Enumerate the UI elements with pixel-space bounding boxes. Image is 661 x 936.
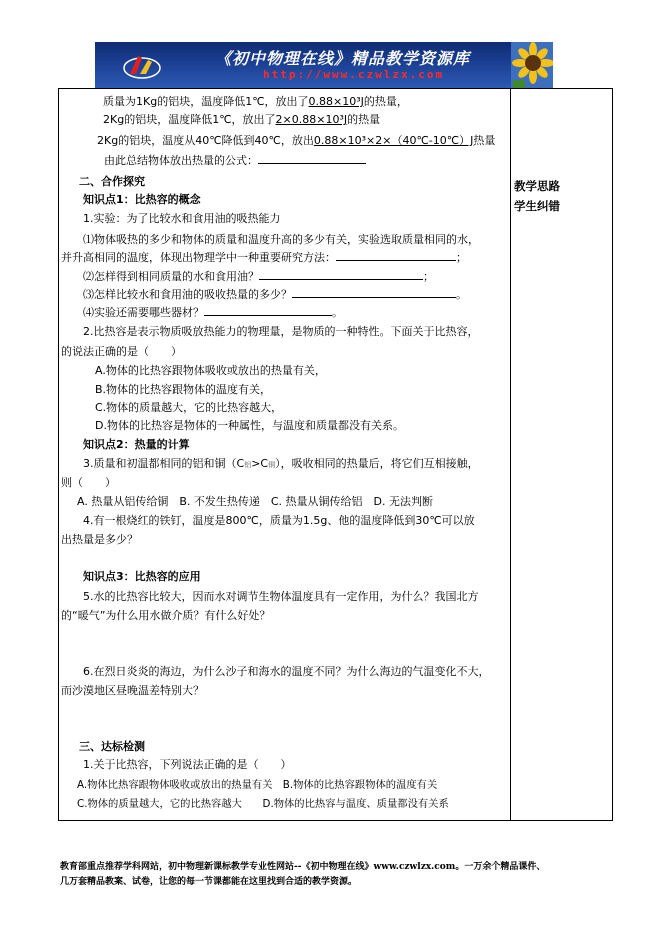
q1-part2: ⑵怎样得到相同质量的水和食用油？ ； [83, 270, 434, 283]
footer-line-2: 几万套精品教案、试卷，让您的每一节课都能在这里找到合适的教学资源。 [60, 877, 358, 887]
q1-part1-a: ⑴物体吸热的多少和物体的质量和温度升高的多少有关，实验选取质量相同的水， [83, 233, 479, 246]
kp1-title: 知识点1：比热容的概念 [83, 193, 201, 206]
answer-blank[interactable] [292, 288, 456, 298]
subscript: 铜 [268, 461, 276, 469]
q5-line-a: 5.水的比热容比较大，因而水对调节生物体温度具有一定作用，为什么？我国北方 [83, 590, 479, 603]
answer-blank[interactable] [259, 270, 423, 280]
site-logo-icon [122, 50, 162, 80]
intro-text: 2Kg的铝块，温度降低1℃，放出了 [103, 113, 276, 126]
banner-title: 《初中物理在线》精品教学资源库 [215, 49, 471, 68]
side-column [511, 176, 611, 216]
intro-text: 热量 [473, 134, 496, 147]
q2-option-c[interactable]: C.物体的质量越大，它的比热容越大， [95, 401, 283, 414]
header-banner [95, 42, 553, 88]
intro-line-4 [104, 154, 366, 168]
intro-line-2 [103, 113, 380, 127]
side-note-correction: 学生纠错 [514, 199, 560, 213]
answer-blank[interactable] [258, 154, 366, 164]
section-2-heading: 二、合作探究 [79, 175, 145, 188]
q2-line-a: 2.比热容是表示物质吸放热能力的物理量，是物质的一种特性。下面关于比热容， [83, 325, 479, 338]
question-text: ⑷实验还需要哪些器材？ [83, 306, 204, 319]
intro-answer: 0.88×10³J [308, 95, 364, 108]
intro-text: 由此总结物体放出热量的公式： [104, 154, 258, 167]
q2-option-a[interactable]: A.物体的比热容跟物体吸收或放出的热量有关， [95, 364, 326, 377]
subscript: 铝 [244, 461, 252, 469]
question-text: ），吸收相同的热量后，将它们互相接触， [275, 457, 479, 470]
question-text: ⑵怎样得到相同质量的水和食用油？ [83, 270, 259, 283]
answer-blank[interactable] [336, 251, 456, 261]
q4-line-a: 4.有一根烧红的铁钉，温度是800℃，质量为1.5g、他的温度降低到30℃可以放 [83, 514, 475, 527]
section-3-heading: 三、达标检测 [79, 740, 145, 753]
page-footer [60, 860, 620, 890]
intro-answer: 0.88×10³×2×（40℃-10℃）J [313, 134, 474, 147]
q2-option-b[interactable]: B.物体的比热容跟物体的温度有关， [95, 383, 272, 396]
banner-url[interactable]: http://www.czwlzx.com [263, 68, 445, 81]
kp2-title: 知识点2：热量的计算 [83, 438, 190, 451]
side-note-teaching: 教学思路 [514, 179, 560, 193]
q6-line-a: 6.在烈日炎炎的海边，为什么沙子和海水的温度不同？为什么海边的气温变化不大， [83, 665, 490, 678]
sunflower-icon [511, 42, 553, 88]
q6-line-b: 而沙漠地区昼晚温差特别大？ [61, 684, 204, 697]
question-text: 并升高相同的温度，体现出物理学中一种重要研究方法： [61, 251, 336, 264]
s3-q1: 1.关于比热容，下列说法正确的是（ ） [83, 758, 292, 771]
s3-q1-options-row2[interactable]: C.物体的质量越大，它的比热容越大 D.物体的比热容与温度、质量都没有关系 [77, 798, 449, 810]
intro-text: 的热量， [363, 95, 408, 108]
kp3-title: 知识点3：比热容的应用 [83, 570, 201, 583]
intro-line-1 [103, 95, 408, 109]
s3-q1-options-row1[interactable]: A.物体比热容跟物体吸收或放出的热量有关 B.物体的比热容跟物体的温度有关 [77, 779, 438, 791]
q4-line-b: 出热量是多少？ [61, 533, 138, 546]
footer-line-1: 教育部重点推荐学科网站，初中物理新课标教学专业性网站--《初中物理在线》www.czwlzx.com。一万余个精品课件、 [60, 862, 546, 872]
question-text: >C [251, 457, 269, 470]
q1-part1-b: 并升高相同的温度，体现出物理学中一种重要研究方法： ； [61, 251, 467, 264]
intro-text: 2Kg的铝块，温度从40℃降低到40℃，放出 [97, 134, 314, 147]
question-text: 3.质量和初温都相同的铝和铜（C [83, 457, 245, 470]
q5-line-b: 的“暖气”为什么用水做介质？有什么好处？ [61, 609, 271, 622]
q3-line-b: 则（ ） [61, 476, 116, 489]
q1-part3: ⑶怎样比较水和食用油的吸收热量的多少？ 。 [83, 288, 467, 301]
q1-part4: ⑷实验还需要哪些器材？ 。 [83, 306, 343, 319]
q2-option-d[interactable]: D.物体的比热容是物体的一种属性，与温度和质量都没有关系。 [95, 419, 404, 432]
q2-line-b: 的说法正确的是（ ） [61, 345, 182, 358]
question-text: ⑶怎样比较水和食用油的吸收热量的多少？ [83, 288, 292, 301]
intro-answer: 2×0.88×10³J [275, 113, 348, 126]
q3-options[interactable]: A. 热量从铝传给铜 B. 不发生热传递 C. 热量从铜传给铝 D. 无法判断 [77, 495, 433, 508]
intro-text: 的热量 [347, 113, 381, 126]
intro-text: 质量为1Kg的铝块，温度降低1℃，放出了 [103, 95, 309, 108]
answer-blank[interactable] [204, 306, 332, 316]
intro-line-3 [97, 134, 495, 148]
q1-title: 1.实验：为了比较水和食用油的吸热能力 [83, 212, 281, 225]
q3-line-a [83, 457, 479, 472]
